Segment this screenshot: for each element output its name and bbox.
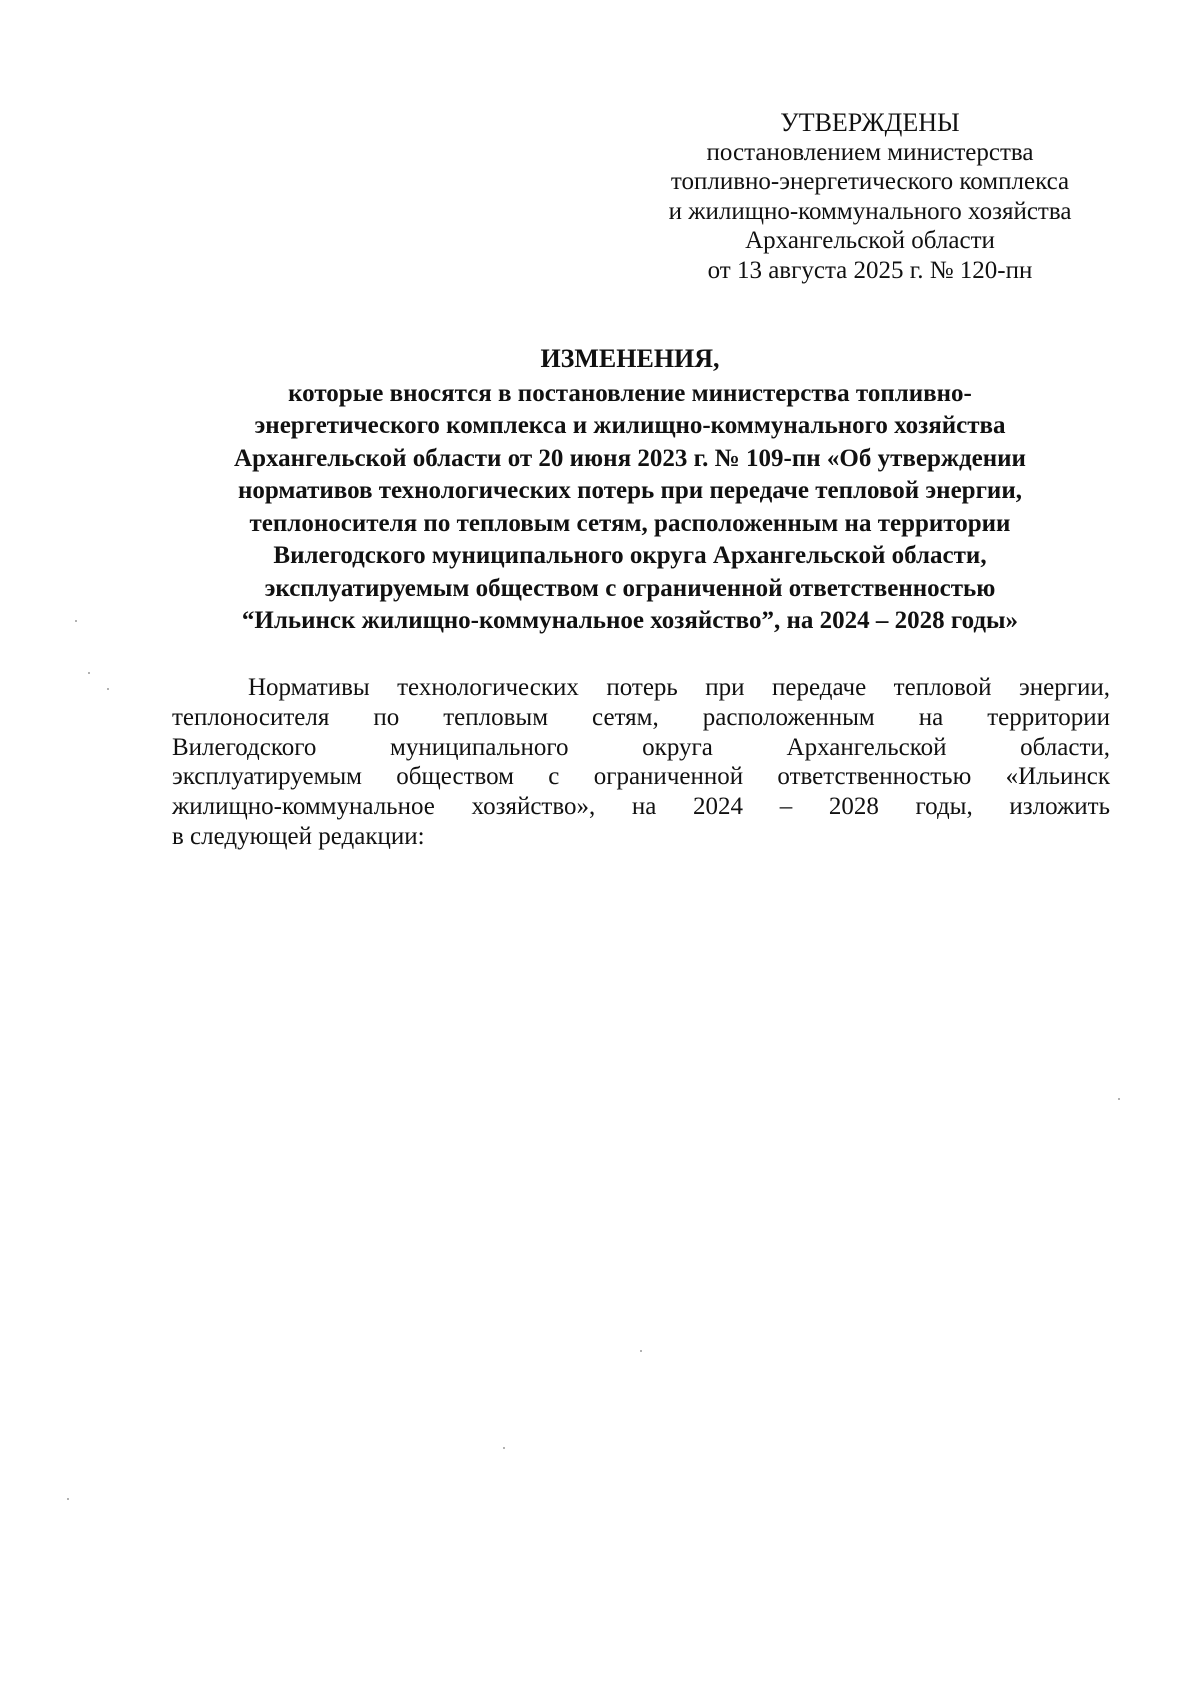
title-line: Вилегодского муниципального округа Архангельской области,: [273, 542, 987, 569]
body-line: в следующей редакции:: [172, 822, 425, 850]
title-line: нормативов технологических потерь при передаче тепловой энергии,: [237, 477, 1022, 504]
body-line: эксплуатируемым обществом с ограниченной ответственностью «Ильинск: [172, 763, 1110, 791]
body-line: жилищно-коммунальное хозяйство», на 2024 – 2028 годы, изложить: [172, 793, 1110, 821]
scan-speck: [503, 1447, 505, 1449]
approval-heading: УТВЕРЖДЕНЫ: [780, 108, 960, 137]
document-title: ИЗМЕНЕНИЯ,: [540, 344, 720, 373]
body-line: Нормативы технологических потерь при передаче тепловой энергии,: [248, 674, 1110, 701]
title-line: теплоносителя по тепловым сетям, расположенным на территории: [249, 509, 1011, 537]
title-line: эксплуатируемым обществом с ограниченной ответственностью: [264, 574, 996, 602]
scan-speck: [107, 688, 109, 690]
scan-speck: [640, 1350, 642, 1352]
scan-speck: [1118, 1098, 1120, 1100]
approval-line: Архангельской области: [745, 227, 995, 254]
body-line: теплоносителя по тепловым сетям, расположенным на территории: [172, 703, 1110, 731]
scan-speck: [88, 672, 90, 674]
approval-stamp-block: [640, 108, 1100, 285]
scan-speck: [67, 1498, 69, 1500]
scan-speck: [75, 620, 77, 622]
document-title-block: [150, 343, 1110, 638]
body-paragraph: [172, 673, 1110, 852]
approval-line: постановлением министерства: [706, 138, 1034, 166]
title-line: “Ильинск жилищно-коммунальное хозяйство”, на 2024 – 2028 годы»: [241, 607, 1019, 634]
title-line: Архангельской области от 20 июня 2023 г. № 109-пн «Об утверждении: [234, 444, 1026, 472]
approval-line: топливно-энергетического комплекса: [670, 168, 1070, 195]
title-line: энергетического комплекса и жилищно-коммунального хозяйства: [254, 412, 1006, 439]
approval-date-number: от 13 августа 2025 г. № 120-пн: [707, 256, 1033, 284]
body-line: Вилегодского муниципального округа Архангельской области,: [172, 733, 1110, 761]
approval-line: и жилищно-коммунального хозяйства: [668, 197, 1072, 225]
title-line: которые вносятся в постановление министерства топливно-: [288, 379, 972, 407]
